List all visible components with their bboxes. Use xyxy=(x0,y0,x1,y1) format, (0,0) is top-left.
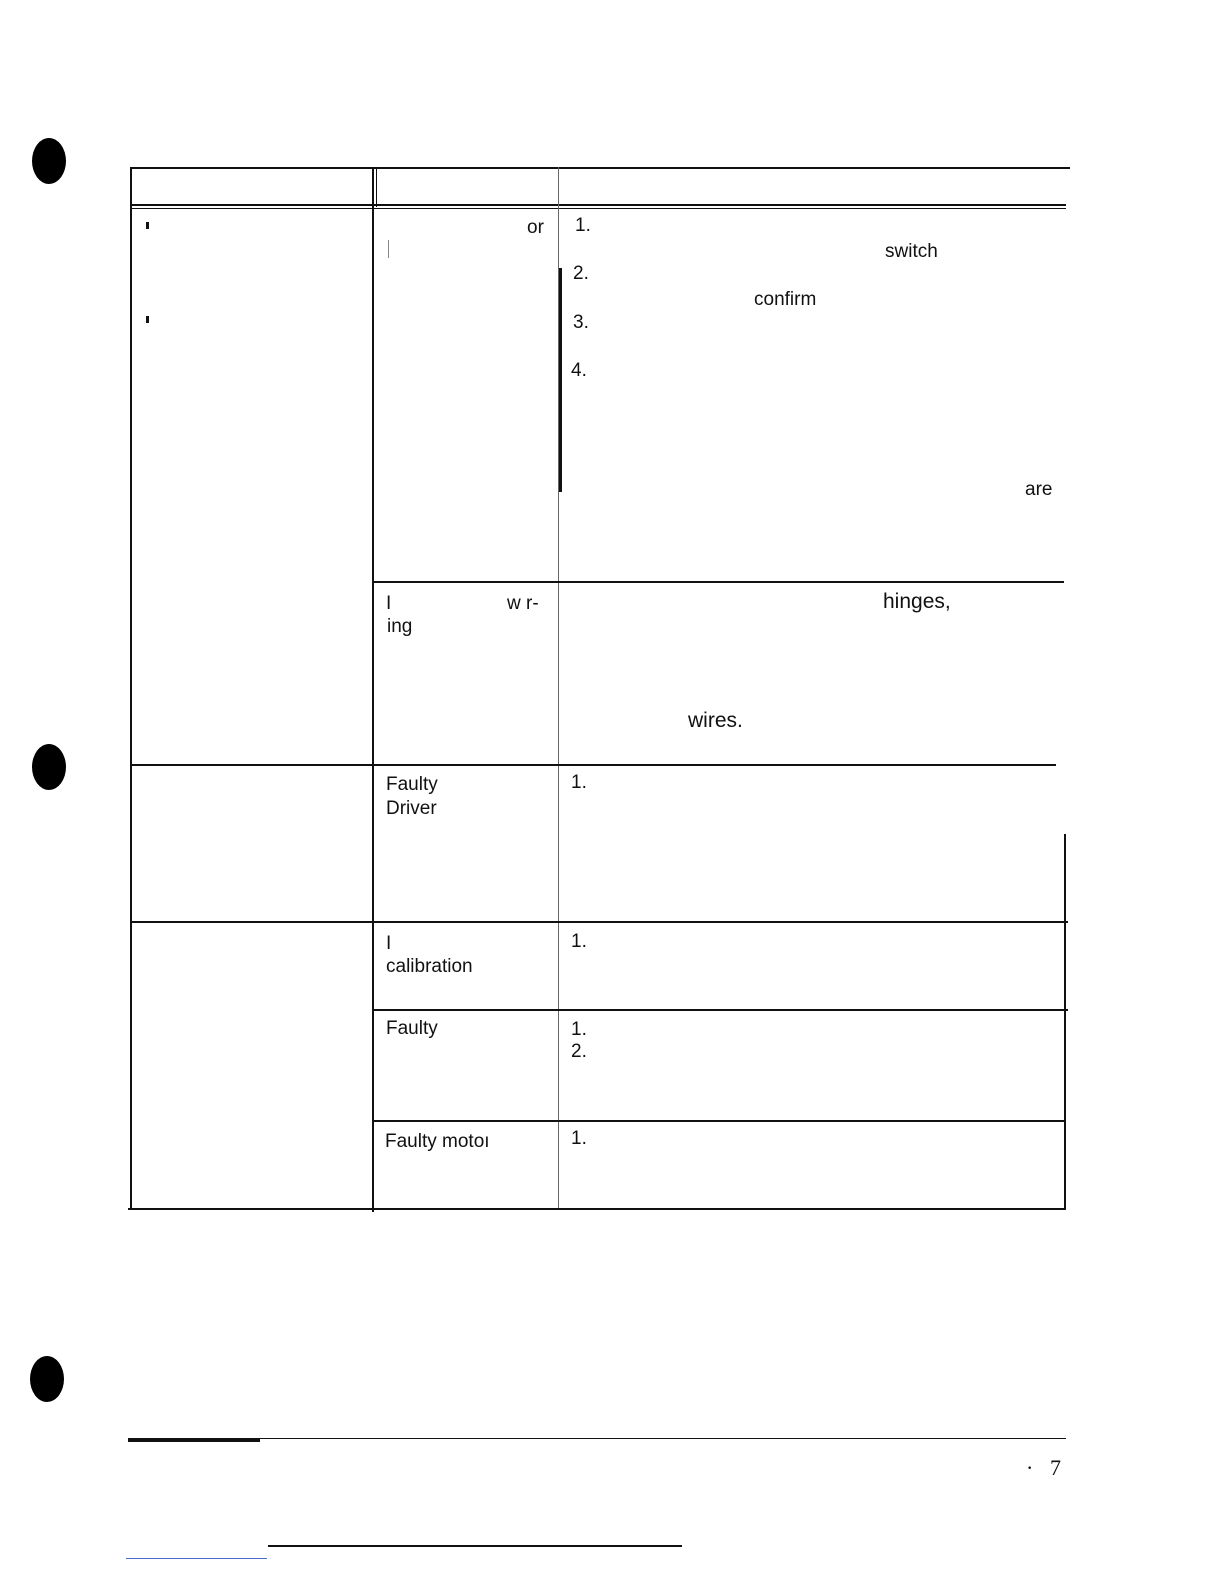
row1-step-1-text: switch xyxy=(885,241,938,262)
row1-cause1-text: or xyxy=(527,217,544,238)
header-bottom-border-2 xyxy=(130,208,1066,209)
row1-cause2-text-line2: ing xyxy=(387,616,413,637)
bottom-rule xyxy=(268,1545,682,1547)
table-top-border xyxy=(130,167,1070,169)
row1-bottom-border xyxy=(130,764,1056,766)
footer-rule xyxy=(128,1438,1066,1439)
column-divider-2-heavy xyxy=(559,268,562,492)
row1-cause2-text-left: I xyxy=(386,593,392,614)
row3-cause1-step-1-number: 1. xyxy=(571,931,587,952)
row3-subdivider-1 xyxy=(374,1009,1068,1011)
row1-step-2-text: confirm xyxy=(754,289,817,310)
row1-cause2-remedy-fragment2: wires. xyxy=(688,709,743,732)
row3-subdivider-2 xyxy=(374,1120,1064,1122)
row1-step-2-number: 2. xyxy=(573,263,589,284)
row3-cause3-step-1-number: 1. xyxy=(571,1128,587,1149)
row3-cause1-line2: calibration xyxy=(386,956,473,977)
page-number: 7 xyxy=(1050,1455,1061,1480)
header-bottom-border xyxy=(130,204,1066,206)
row3-cause3-line1: Faulty motoı xyxy=(385,1131,490,1152)
bottom-rule-blue xyxy=(126,1558,267,1559)
row1-step-4-number: 4. xyxy=(571,360,587,381)
symptom-bullet-1 xyxy=(146,222,149,229)
symptom-bullet-2 xyxy=(146,316,149,323)
row1-cause2-remedy-fragment1: hinges, xyxy=(883,590,951,613)
row3-cause1-line1: I xyxy=(386,933,392,954)
row2-cause-line2: Driver xyxy=(386,798,437,819)
column-divider-1b xyxy=(376,167,377,207)
row1-step-3-number: 3. xyxy=(573,312,589,333)
binder-hole-middle xyxy=(32,744,66,790)
page-marker: · xyxy=(1026,1455,1034,1480)
binder-hole-bottom xyxy=(30,1356,64,1402)
row2-step-1-number: 1. xyxy=(571,772,587,793)
row3-cause2-step-2-number: 2. xyxy=(571,1041,587,1062)
row2-bottom-border xyxy=(130,921,1068,923)
row3-cause2-line1: Faulty xyxy=(386,1018,438,1039)
row1-cause1-fragment-mark xyxy=(388,240,389,258)
footer-rule-accent xyxy=(128,1439,260,1442)
row1-step-4-text: are xyxy=(1025,479,1053,500)
table-right-border xyxy=(1064,834,1066,1210)
row1-subdivider xyxy=(374,581,1064,583)
binder-hole-top xyxy=(32,138,66,184)
row1-cause2-text-right: w r- xyxy=(507,593,539,614)
row1-step-1-number: 1. xyxy=(575,215,591,236)
table-left-border xyxy=(130,167,132,1210)
table-bottom-border xyxy=(128,1208,1064,1210)
column-divider-1 xyxy=(372,167,374,1212)
row3-cause2-step-1-number: 1. xyxy=(571,1019,587,1040)
row2-cause-line1: Faulty xyxy=(386,774,438,795)
